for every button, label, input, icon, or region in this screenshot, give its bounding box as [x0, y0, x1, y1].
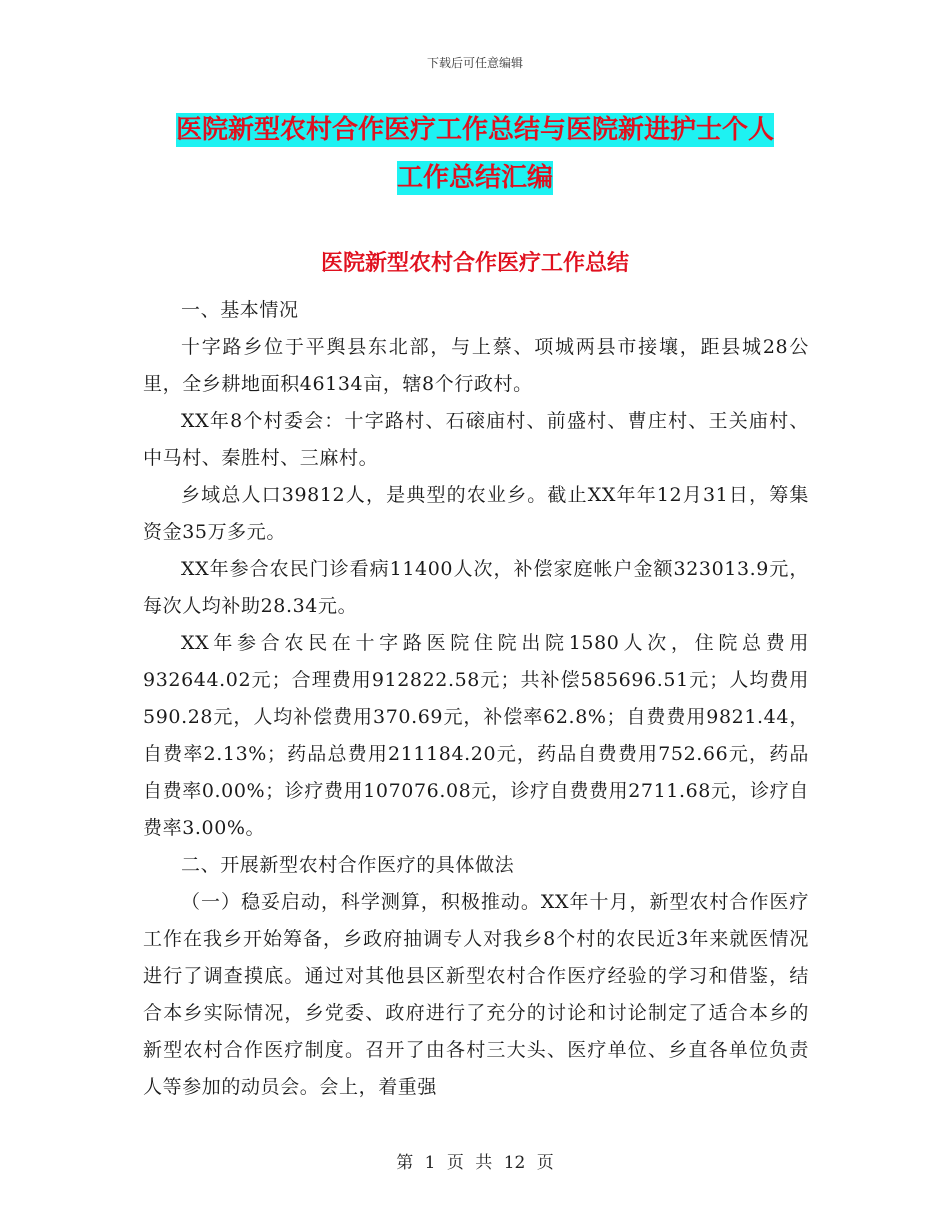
title-line-1: 医院新型农村合作医疗工作总结与医院新进护士个人: [175, 115, 774, 145]
document-title: [0, 106, 950, 202]
paragraph: 乡域总人口39812人，是典型的农业乡。截止XX年年12月31日，筹集资金35万多元。: [143, 484, 809, 543]
paragraph: 二、开展新型农村合作医疗的具体做法: [181, 854, 515, 876]
paragraph: 一、基本情况: [181, 299, 299, 321]
document-body: [143, 292, 809, 1106]
section-title: 医院新型农村合作医疗工作总结: [320, 251, 629, 276]
paragraph: XX年8个村委会：十字路村、石磙庙村、前盛村、曹庄村、王关庙村、中马村、秦胜村、三麻村。: [143, 410, 809, 469]
page-footer: 第 1 页 共 12 页: [396, 1153, 554, 1173]
paragraph: XX年参合农民在十字路医院住院出院1580人次，住院总费用932644.02元；合理费用912822.58元；共补偿585696.51元；人均费用590.28元，人均补偿费用370.69元，补偿率62.8%；自费费用9821.44，自费率2.13%；药品总费用211184.20元，药品自费费用752.66元，药品自费率0.00%；诊疗费用107076.08元，诊疗自费费用2711.68元，诊疗自费率3.00%。: [143, 632, 809, 839]
paragraph: XX年参合农民门诊看病11400人次，补偿家庭帐户金额323013.9元，每次人均补助28.34元。: [143, 558, 809, 617]
paragraph: （一）稳妥启动，科学测算，积极推动。XX年十月，新型农村合作医疗工作在我乡开始筹备，乡政府抽调专人对我乡8个村的农民近3年来就医情况进行了调查摸底。通过对其他县区新型农村合作医疗经验的学习和借鉴，结合本乡实际情况，乡党委、政府进行了充分的讨论和讨论制定了适合本乡的新型农村合作医疗制度。召开了由各村三大头、医疗单位、乡直各单位负责人等参加的动员会。会上，着重强: [143, 891, 809, 1098]
header-note: 下载后可任意编辑: [426, 56, 523, 70]
paragraph: 十字路乡位于平舆县东北部，与上蔡、项城两县市接壤，距县城28公里，全乡耕地面积46134亩，辖8个行政村。: [143, 336, 809, 395]
title-line-2: 工作总结汇编: [396, 163, 553, 193]
